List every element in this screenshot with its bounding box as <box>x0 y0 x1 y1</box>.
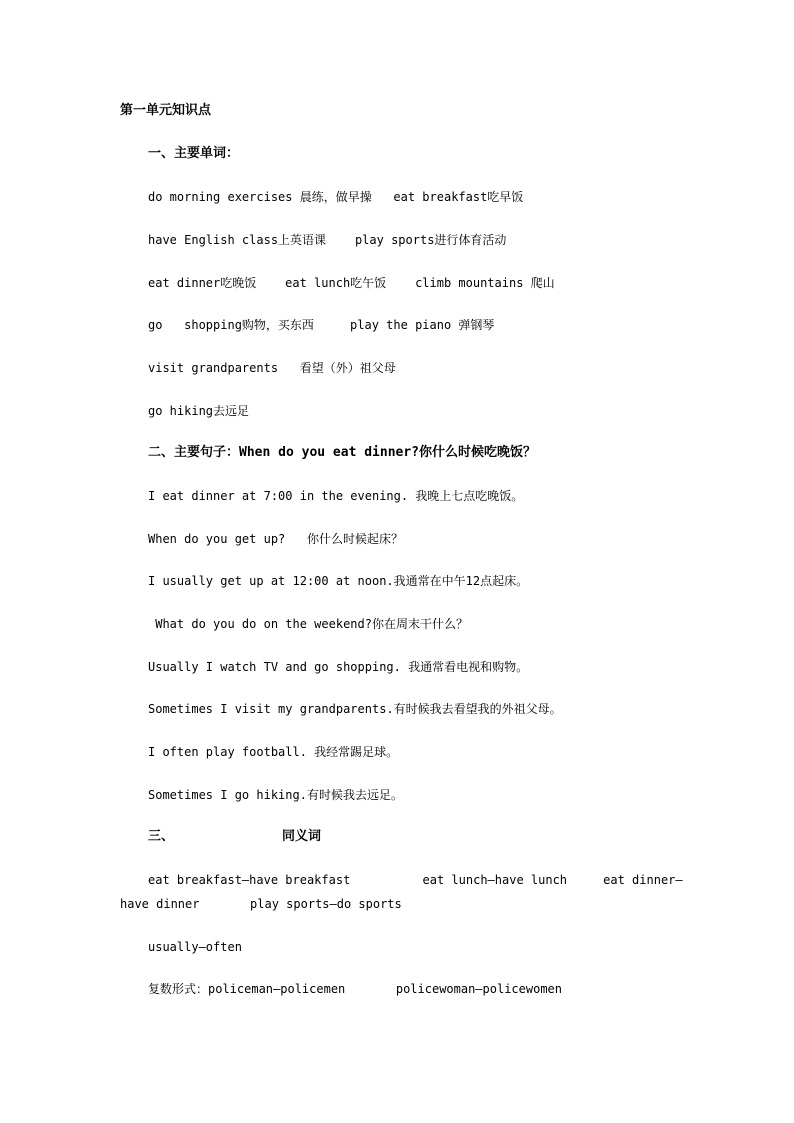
sentence-line: I usually get up at 12:00 at noon.我通常在中午12点起床。 <box>148 574 529 588</box>
page-title: 第一单元知识点 <box>120 103 212 118</box>
sentence-line: I often play football. 我经常踢足球。 <box>148 745 399 759</box>
vocab-line: have English class上英语课 play sports进行体育活动 <box>148 233 507 247</box>
section-heading-number: 三、 <box>148 829 175 844</box>
sentence-line: Sometimes I visit my grandparents.有时候我去看望我的外祖父母。 <box>148 702 562 716</box>
section-heading-vocabulary: 一、主要单词： <box>148 146 240 161</box>
synonym-line: eat breakfast—have breakfast eat lunch—have lunch eat dinner— <box>148 873 683 887</box>
section-heading-synonyms: 同义词 <box>282 829 322 844</box>
synonym-line: usually—often <box>148 940 242 954</box>
sentence-line: When do you get up? 你什么时候起床？ <box>148 532 403 546</box>
vocab-line: go hiking去远足 <box>148 404 250 418</box>
sentence-line: I eat dinner at 7:00 in the evening. 我晚上七点吃晚饭。 <box>148 489 524 503</box>
sentence-line: Sometimes I go hiking.有时候我去远足。 <box>148 788 403 802</box>
plural-forms-line: 复数形式：policeman—policemen policewoman—policewomen <box>148 982 563 996</box>
vocab-line: visit grandparents 看望（外）祖父母 <box>148 361 396 375</box>
sentence-line: What do you do on the weekend?你在周末干什么？ <box>148 617 468 631</box>
synonym-line-continued: have dinner play sports—do sports <box>120 897 402 911</box>
sentence-line: Usually I watch TV and go shopping. 我通常看电视和购物。 <box>148 660 529 674</box>
vocab-line: eat dinner吃晚饭 eat lunch吃午饭 climb mountains 爬山 <box>148 276 555 290</box>
section-heading-sentences: 二、主要句子：When do you eat dinner?你什么时候吃晚饭？ <box>148 445 537 460</box>
vocab-line: do morning exercises 晨练，做早操 eat breakfast吃早饭 <box>148 190 524 204</box>
vocab-line: go shopping购物，买东西 play the piano 弹钢琴 <box>148 318 495 332</box>
